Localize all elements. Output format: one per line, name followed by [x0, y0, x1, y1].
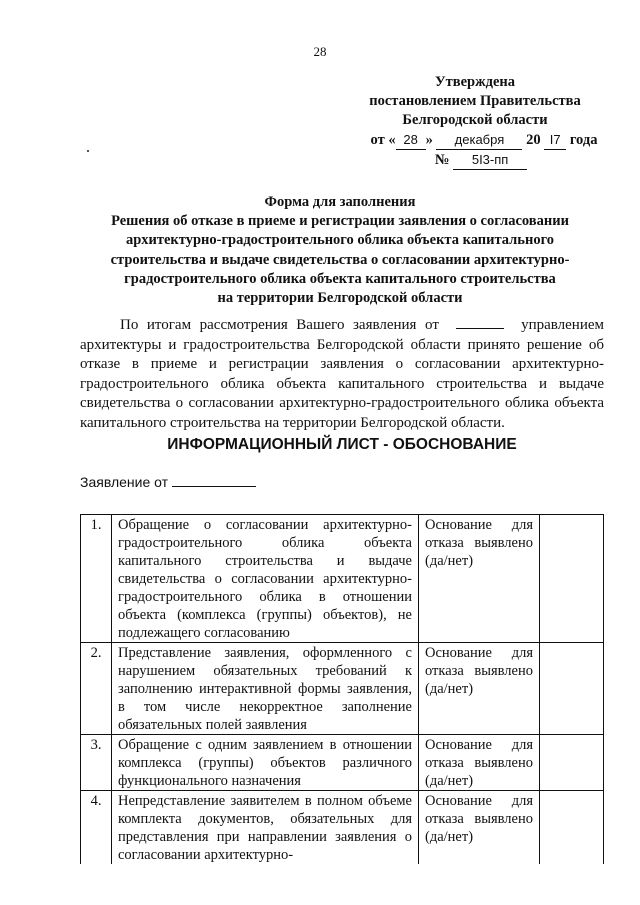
form-title-line-2: Решения об отказе в приеме и регистрации заявления о согласовании — [111, 213, 569, 230]
application-date-blank — [172, 472, 256, 487]
date-suffix: года — [569, 132, 598, 148]
row-basis: Основание для отказа выявлено (да/нет) — [419, 515, 540, 643]
row-answer-cell[interactable] — [540, 643, 604, 735]
row-reason: Непредставление заявителем в полном объеме комплекта документов, обязательных для представления при направлении заявления о согласовании архитектурно- — [112, 791, 419, 865]
row-number: 2. — [81, 643, 112, 735]
number-prefix: № — [434, 152, 450, 168]
form-title-line-1: Форма для заполнения — [264, 194, 416, 210]
form-title — [80, 193, 600, 308]
approval-title: Утверждена — [435, 74, 515, 90]
table-row — [81, 791, 604, 865]
approval-stamp — [330, 73, 620, 170]
row-basis: Основание для отказа выявлено (да/нет) — [419, 643, 540, 735]
table-row — [81, 735, 604, 791]
row-reason: Обращение о согласовании архитектурно-градостроительного облика объекта капитального строительства и выдаче свидетельства о согласовании архитектурно-градостроительного облика в отношении объекта (комплекса (группы) объектов), не подлежащего согласованию — [112, 515, 419, 643]
date-mid: » — [425, 132, 433, 148]
form-title-line-3: архитектурно-градостроительного облика объекта капитального — [125, 232, 555, 249]
date-year-prefix: 20 — [526, 132, 541, 148]
row-basis: Основание для отказа выявлено (да/нет) — [419, 791, 540, 865]
date-year-suffix: I7 — [544, 130, 566, 150]
row-answer-cell[interactable] — [540, 515, 604, 643]
form-title-line-5: градостроительного облика объекта капитального строительства — [124, 270, 556, 287]
row-number: 4. — [81, 791, 112, 865]
row-answer-cell[interactable] — [540, 735, 604, 791]
table-row — [81, 515, 604, 643]
date-month: декабря — [436, 130, 522, 150]
intro-after-blank: управлением архитектуры и градостроительства Белгородской области принято решение об отказе в приеме и регистрации заявления о согласовании архитектурно-градостроительного облика объекта капитального строительства и выдаче свидетельства о согласовании архитектурно-градостроительного облика объекта капитального строительства на территории Белгородской области. — [80, 317, 605, 431]
table-row — [81, 643, 604, 735]
form-title-line-6: на территории Белгородской области — [217, 290, 463, 307]
row-reason: Обращение с одним заявлением в отношении комплекса (группы) объектов различного функционального назначения — [112, 735, 419, 791]
row-reason: Представление заявления, оформленного с нарушением обязательных требований к заполнению интерактивной формы заявления, в том числе некорректное заполнение обязательных полей заявления — [112, 643, 419, 735]
application-label: Заявление от — [80, 474, 169, 490]
approval-number — [330, 150, 620, 170]
form-title-line-4: строительства и выдаче свидетельства о согласовании архитектурно- — [110, 251, 570, 268]
number-value: 5I3-пп — [453, 150, 527, 170]
intro-date-blank — [456, 315, 504, 329]
row-basis: Основание для отказа выявлено (да/нет) — [419, 735, 540, 791]
application-date-line — [80, 472, 256, 490]
row-number: 3. — [81, 735, 112, 791]
approval-line-2: постановлением Правительства — [369, 93, 581, 109]
date-prefix: от « — [370, 132, 396, 148]
row-answer-cell[interactable] — [540, 791, 604, 865]
scan-dot — [87, 150, 89, 152]
intro-paragraph — [80, 315, 604, 433]
intro-before-blank: По итогам рассмотрения Вашего заявления от — [120, 317, 439, 333]
approval-line-3: Белгородской области — [402, 112, 548, 128]
date-day: 28 — [396, 130, 426, 150]
row-number: 1. — [81, 515, 112, 643]
approval-date — [330, 130, 620, 150]
grounds-table — [80, 514, 604, 864]
info-sheet-heading: ИНФОРМАЦИОННЫЙ ЛИСТ - ОБОСНОВАНИЕ — [167, 436, 517, 453]
page-number: 28 — [313, 44, 327, 59]
